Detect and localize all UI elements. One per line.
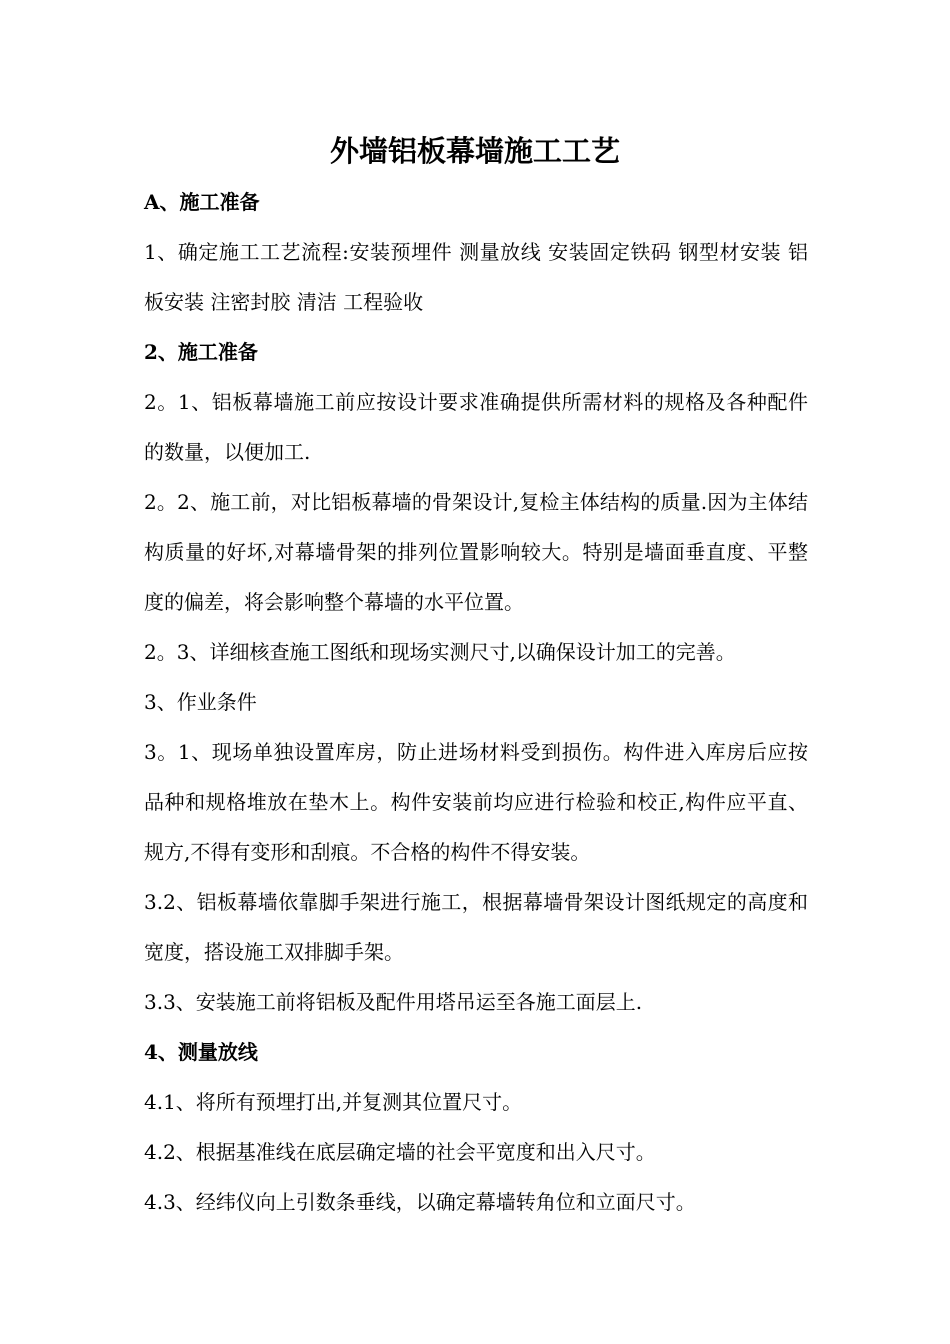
document-title: 外墙铝板幕墙施工工艺 — [329, 134, 620, 168]
section-heading-a: A、施工准备 — [144, 190, 260, 214]
section-heading-3: 3、作业条件 — [144, 690, 257, 714]
document-body — [144, 177, 808, 1227]
section-heading-4: 4、测量放线 — [144, 1040, 258, 1064]
paragraph-2-3: 2。3、详细核查施工图纸和现场实测尺寸,以确保设计加工的完善。 — [144, 640, 736, 664]
paragraph-3-2: 3.2、铝板幕墙依靠脚手架进行施工，根据幕墙骨架设计图纸规定的高度和宽度，搭设施工双排脚手架。 — [144, 890, 808, 964]
paragraph-4-2: 4.2、根据基准线在底层确定墙的社会平宽度和出入尺寸。 — [144, 1140, 656, 1164]
paragraph-3-1: 3。1、现场单独设置库房，防止进场材料受到损伤。构件进入库房后应按品种和规格堆放在垫木上。构件安装前均应进行检验和校正,构件应平直、规方,不得有变形和刮痕。不合格的构件不得安装。 — [144, 740, 808, 864]
paragraph-3-3: 3.3、安装施工前将铝板及配件用塔吊运至各施工面层上. — [144, 990, 643, 1014]
paragraph-4-1: 4.1、将所有预埋打出,并复测其位置尺寸。 — [144, 1090, 523, 1114]
paragraph-2-2: 2。2、施工前，对比铝板幕墙的骨架设计,复检主体结构的质量.因为主体结构质量的好坏,对幕墙骨架的排列位置影响较大。特别是墙面垂直度、平整度的偏差，将会影响整个幕墙的水平位置。 — [144, 490, 808, 614]
paragraph-2-1: 2。1、铝板幕墙施工前应按设计要求准确提供所需材料的规格及各种配件的数量，以便加工. — [144, 390, 808, 464]
paragraph-1: 1、确定施工工艺流程:安装预埋件 测量放线 安装固定铁码 钢型材安装 铝板安装 注密封胶 清洁 工程验收 — [144, 240, 808, 314]
paragraph-4-3: 4.3、经纬仪向上引数条垂线，以确定幕墙转角位和立面尺寸。 — [144, 1190, 696, 1214]
section-heading-2: 2、施工准备 — [144, 340, 258, 364]
